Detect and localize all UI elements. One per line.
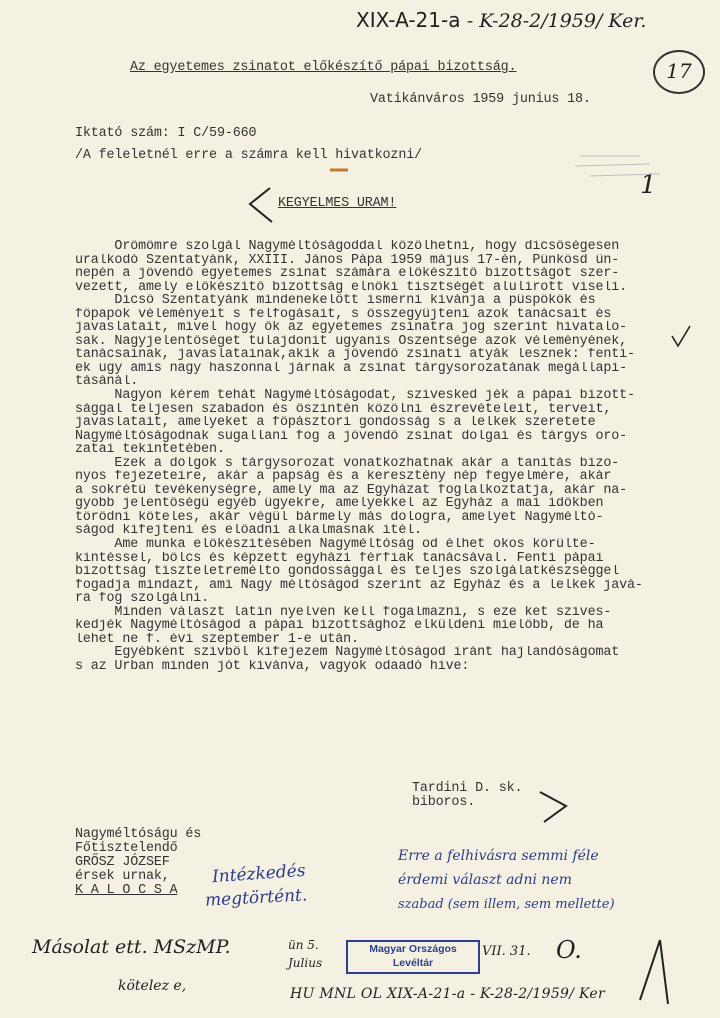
archive-reference-bottom-suffix: Ker [579,986,605,1002]
body-line: uralkodó Szentatyánk, XXIII. János Pápa 1959 május 17-én, Pünkösd ün- [75,253,620,268]
place-date: Vatikánváros 1959 junius 18. [370,92,591,107]
body-line: lehet ne f. évi szeptember 1-e után. [75,632,359,647]
body-line: ek ugy amis nagy haszonnal járnak a zsinat tárgysorozatának megállapi- [75,361,627,376]
body-line: javaslatait, amelyeket a főpásztori gondosság s a lelkek szeretete [75,416,596,430]
addressee-line: GRŐSZ JÓZSEF [75,855,170,870]
body-line: Dicső Szentatyánk mindenekelőtt ismerni kivánja a püspökök és [75,294,596,308]
bottom-handwriting-small: kötelez e, [118,978,187,994]
handwritten-note-right: érdemi választ adni nem [398,872,572,888]
body-line: nepén a jövendő egyetemes zsinat számára előkészítő bizottságot szer- [75,267,620,281]
archive-reference-bottom-text: HU MNL OL XIX-A-21-a - K-28-2/1959/ [290,986,575,1002]
body-line: ságod kifejteni és előadni alkalmasnak itél. [75,524,422,539]
body-line: a sokrétü tevékenységre, amely ma az Egyházat foglalkoztatja, akár na- [75,483,627,498]
reference-note: /A feleletnél erre a számra kell hivatkozni/ [75,148,422,163]
body-line: tásánál. [75,375,139,390]
body-line: tanácsainak, javaslatainak,akik a jövendő zsinati atyák lesznek: fenti- [75,348,635,362]
body-line: gyobb jelentőségü egyéb ügyekre, amelyekkel az Egyház a mai időkben [75,497,604,511]
body-line: vezett, amely előkészítő bizottság elnöki tisztségét alulirott viseli. [75,280,627,295]
handwritten-note-right: Erre a felhivásra semmi féle [398,848,599,864]
salutation-chevron-mark [250,188,272,222]
bottom-right-stroke [640,940,668,1004]
stamp-line: Levéltár [392,957,434,969]
body-line: Minden választ latin nyelven kell fogalmazni, s eze ket szives- [75,605,612,620]
body-line: Nagyon kérem tehát Nagyméltóságodat, szivesked jék a pápai bizott- [75,389,635,403]
archive-reference-handwritten: - K-28-2/1959/ Ker. [466,10,647,32]
bottom-handwriting-left: Másolat ett. MSzMP. [32,936,231,958]
body-line: kedjék Nagyméltóságod a pápai bizottsághoz elküldeni mielőbb, de ha [75,619,604,633]
body-line: kintéssel, bölcs és képzett egyházi férfiak tanácsával. Fenti pápai [75,551,604,566]
body-line: törődni köteles, akár végül bármely más dologra, amelyet Nagyméltó- [75,510,604,525]
reference-number: Iktató szám: I C/59-660 [75,126,257,141]
folio-number: 17 [666,59,692,83]
body-line: zatai tekintetében. [75,443,225,457]
salutation: KEGYELMES URAM! [278,196,397,211]
margin-check-mark [672,326,690,346]
body-line: Örömömre szolgál Nagyméltóságoddal közölhetni, hogy dicsőségesen [75,240,620,254]
handwritten-note-right: szabad (sem illem, sem mellette) [398,897,615,912]
body-line: s az Urban minden jót kivánva, vagyok odaadó hive: [75,659,470,674]
archive-reference-printed: XIX-A-21-a [356,8,461,32]
body-line: javaslatait, mivel hogy ők az egyetemes zsinatra jog szerint hivatalo- [75,321,627,335]
handwritten-note-left: Intézkedés [211,860,307,888]
addressee-line: érsek urnak, [75,869,170,884]
addressee-line: Főtisztelendő [75,841,178,856]
stamp-line: Magyar Országos [369,943,457,955]
body-line: Ezek a dolgok s tárgysorozat vonatkozhatnak akár a tanitás bizo- [75,456,620,471]
body-line: sággal teljesen szabadon és őszintén közölni észrevételeit, terveit, [75,402,612,417]
body-line: Nagyméltóságodnak sugallani fog a jövendő zsinat dolgai és tárgys oro- [75,429,627,444]
signature-name: Tardini D. sk. [412,781,523,796]
signature-chevron-mark [540,792,566,822]
handwritten-note-left: megtörtént. [204,885,308,911]
bottom-handwriting-date: ün 5. Julius [288,938,323,970]
body-line: nyos fejezeteire, akár a papság és a keresztény nép fegyelmére, akár [75,470,612,484]
document-heading: Az egyetemes zsinatot előkészítő pápai bizottság. [130,60,517,75]
pencil-strokes [575,156,660,176]
bottom-handwriting-after-stamp: VII. 31. [482,944,531,959]
body-line: Egyébként szivből kifejezem Nagyméltóságod iránt hajlandóságomat [75,646,620,660]
body-line: sak. Nagyjelentőséget tulajdonit ugyanis Őszentsége azok véleményének, [75,334,627,349]
addressee-line: K A L O C S A [75,883,178,898]
body-line: bizottság tiszteletremélto gondossággal és teljes szolgálatkészséggel [75,565,620,579]
body-line: Ame munka előkészitésében Nagyméltóság od élhet okos körülte- [75,538,596,552]
side-mark: 1 [640,170,657,200]
signature-title: biboros. [412,795,476,810]
addressee-line: Nagyméltóságu és [75,827,202,842]
body-line: főpapok véleményeit s felfogásait, s összegyüjteni azok tanácsait és [75,307,612,322]
body-line: ra fog szolgálni. [75,592,210,606]
bottom-handwriting-initials: O. [556,936,582,964]
body-line: fogadja mindazt, ami Nagy méltóságod szerint az Egyház és a lelkek javá- [75,578,643,593]
